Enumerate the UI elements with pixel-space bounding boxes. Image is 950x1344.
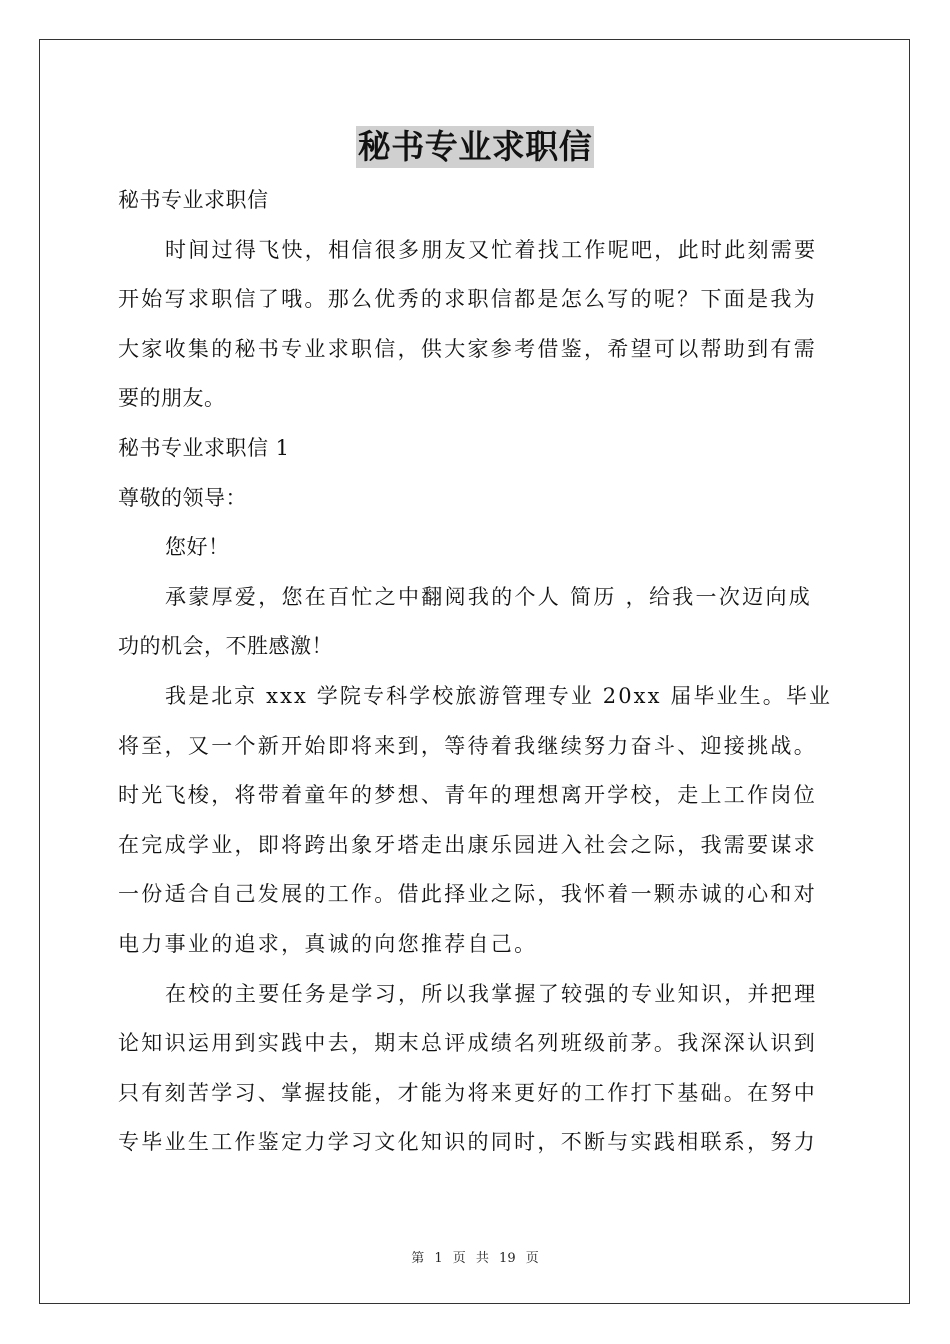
text-line: 一份适合自己发展的工作。借此择业之际，我怀着一颗赤诚的心和对 [118,882,817,907]
text-line: 论知识运用到实践中去，期末总评成绩名列班级前茅。我深深认识到 [118,1031,817,1056]
text-line: 我是北京 xxx 学院专科学校旅游管理专业 20xx 届毕业生。毕业 [165,683,833,708]
text-line: 专毕业生工作鉴定力学习文化知识的同时，不断与实践相联系，努力 [118,1130,817,1155]
text-line: 电力事业的追求，真诚的向您推荐自己。 [118,931,538,956]
text-line: 要的朋友。 [118,386,226,411]
text-line: 时光飞梭，将带着童年的梦想、青年的理想离开学校，走上工作岗位 [118,783,817,808]
document-body [118,176,834,1168]
title-container [0,126,950,168]
text-line: 承蒙厚爱，您在百忙之中翻阅我的个人 简历 ，给我一次迈向成 [165,584,813,609]
text-line: 将至，又一个新开始即将来到，等待着我继续努力奋斗、迎接挑战。 [118,733,817,758]
text-line: 开始写求职信了哦。那么优秀的求职信都是怎么写的呢？下面是我为 [118,287,817,312]
document-title: 秘书专业求职信 [357,127,593,166]
text-line: 秘书专业求职信 1 [118,435,290,460]
text-line: 您好！ [165,535,230,560]
text-line: 功的机会，不胜感激！ [118,634,333,659]
page-footer: 第 1 页 共 19 页 [411,1251,539,1266]
text-line: 在完成学业，即将跨出象牙塔走出康乐园进入社会之际，我需要谋求 [118,832,817,857]
text-line: 在校的主要任务是学习，所以我掌握了较强的专业知识，并把理 [165,981,818,1006]
text-line: 只有刻苦学习、掌握技能，才能为将来更好的工作打下基础。在努中 [118,1080,817,1105]
text-line: 时间过得飞快，相信很多朋友又忙着找工作呢吧，此时此刻需要 [165,237,818,262]
text-line: 尊敬的领导： [118,485,247,510]
text-line: 秘书专业求职信 [118,188,269,212]
text-line: 大家收集的秘书专业求职信，供大家参考借鉴，希望可以帮助到有需 [118,336,817,361]
